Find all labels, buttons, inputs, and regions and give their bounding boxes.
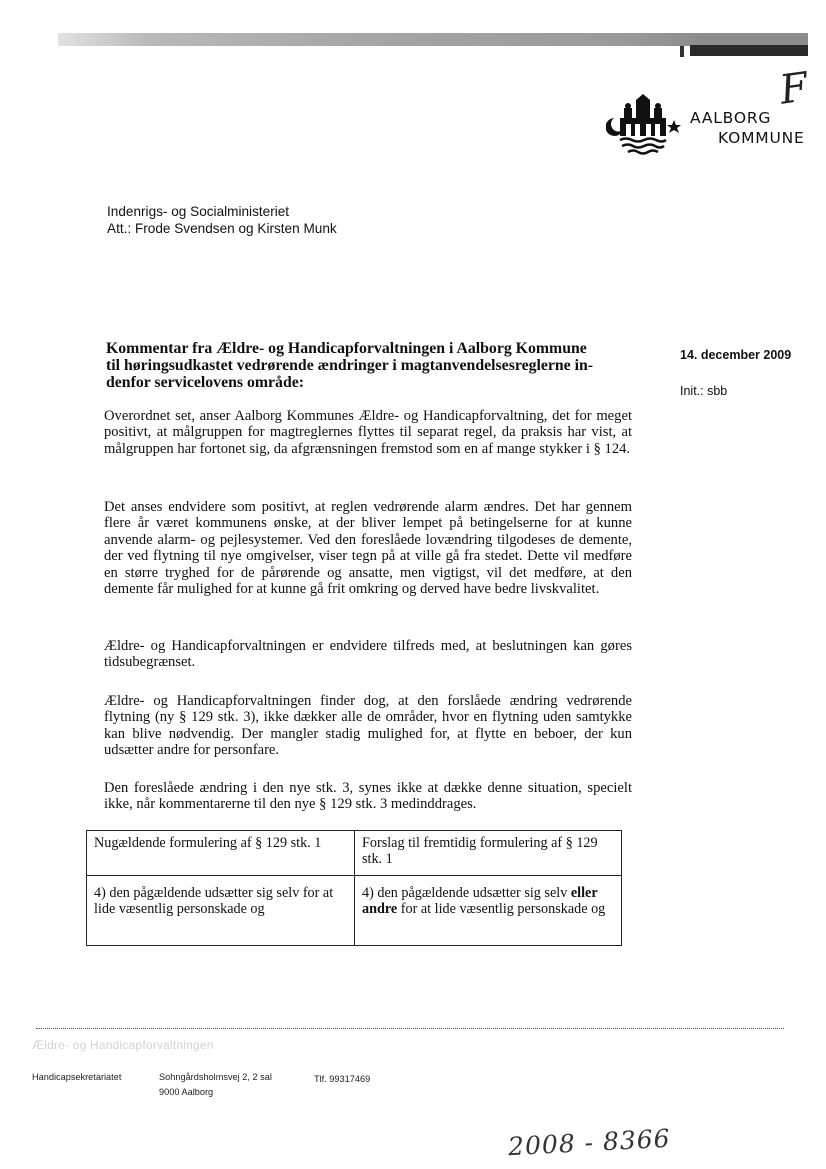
letter-initials: Init.: sbb — [680, 384, 728, 398]
scan-edge-tick — [680, 46, 684, 57]
paragraph-1: Overordnet set, anser Aalborg Kommunes Ældre- og Handicapforvaltning, det for meget positivt, at målgruppen for magtreglernes flyttes til separat regel, da praksis har vist, at målgruppen har fortonet sig, da afgrænsningen fremstod som en af mange stykker i § 124. — [104, 408, 632, 457]
table-header-proposal: Forslag til fremtidig formulering af § 129 stk. 1 — [355, 831, 622, 876]
paragraph-4: Ældre- og Handicapforvaltningen finder dog, at den forslåede ændring vedrørende flytning (ny § 129 stk. 3), ikke dækker alle de områder, hvor en flytning uden samtykke kan blive nødvendig. Der mangler stadig mulighed for, at flytte en beboer, der kun udsætter andre for personfare. — [104, 693, 632, 759]
heading-line-2: til høringsudkastet vedrørende ændringer i magtanvendelsesreglerne in- — [106, 357, 594, 374]
table-header-row — [87, 831, 622, 876]
footer-phone: Tlf. 99317469 — [314, 1074, 371, 1084]
letter-date: 14. december 2009 — [680, 348, 792, 362]
footer-unit: Handicapsekretariatet — [32, 1072, 122, 1082]
footer-department: Ældre- og Handicapforvaltningen — [32, 1038, 214, 1052]
recipient-line-1: Indenrigs- og Socialministeriet — [107, 204, 290, 219]
heading-line-1: Kommentar fra Ældre- og Handicapforvaltningen i Aalborg Kommune — [106, 340, 587, 357]
proposal-text-pre: 4) den pågældende udsætter sig selv — [362, 885, 571, 901]
scan-edge-dark — [690, 45, 808, 56]
recipient-line-2: Att.: Frode Svendsen og Kirsten Munk — [107, 221, 337, 236]
recipient-block — [107, 203, 337, 237]
handwritten-mark: F — [776, 64, 811, 114]
table-row — [87, 876, 622, 946]
footer-address-line-2: 9000 Aalborg — [159, 1087, 214, 1097]
paragraph-2: Det anses endvidere som positivt, at reglen vedrørende alarm ændres. Det har gennem flere år været kommunens ønske, at der bliver lempet på betingelserne for at kunne anvende alarm- og pejlesystemer. Ved den foreslåede lovændring tilgodeses de demente, der ved flytning til nye omgivelser, viser tegn på at ville gå fra stedet. Dette vil medføre en større tryghed for de pårørende og ansatte, men vigtigst, vil det medføre, at den demente får mulighed for at kunne gå frit omkring og derved have bedre livskvalitet. — [104, 499, 632, 598]
letter-heading — [106, 340, 626, 391]
table-cell-proposal — [355, 876, 622, 946]
heading-line-3: denfor servicelovens område: — [106, 374, 305, 391]
org-line-2: KOMMUNE — [718, 129, 805, 147]
table-cell-current: 4) den pågældende udsætter sig selv for at lide væsentlig personskade og — [87, 876, 355, 946]
comparison-table — [86, 830, 622, 946]
paragraph-3: Ældre- og Handicapforvaltningen er endvidere tilfreds med, at beslutningen kan gøres tidsubegrænset. — [104, 638, 632, 671]
footer-divider — [36, 1028, 784, 1029]
paragraph-5: Den foreslåede ændring i den nye stk. 3, synes ikke at dække denne situation, specielt ikke, når kommentarerne til den nye § 129 stk. 3 medinddrages. — [104, 780, 632, 813]
org-line-1: AALBORG — [690, 109, 772, 127]
handwritten-number: 2008 - 8366 — [507, 1123, 672, 1162]
proposal-text-bold: eller andre — [362, 885, 598, 917]
proposal-text-post: for at lide væsentlig personskade og — [397, 901, 606, 917]
footer-address-line-1: Sohngårdsholmsvej 2, 2 sal — [159, 1072, 272, 1082]
org-name — [690, 108, 805, 148]
table-header-current: Nugældende formulering af § 129 stk. 1 — [87, 831, 355, 876]
aalborg-logo — [606, 94, 682, 156]
